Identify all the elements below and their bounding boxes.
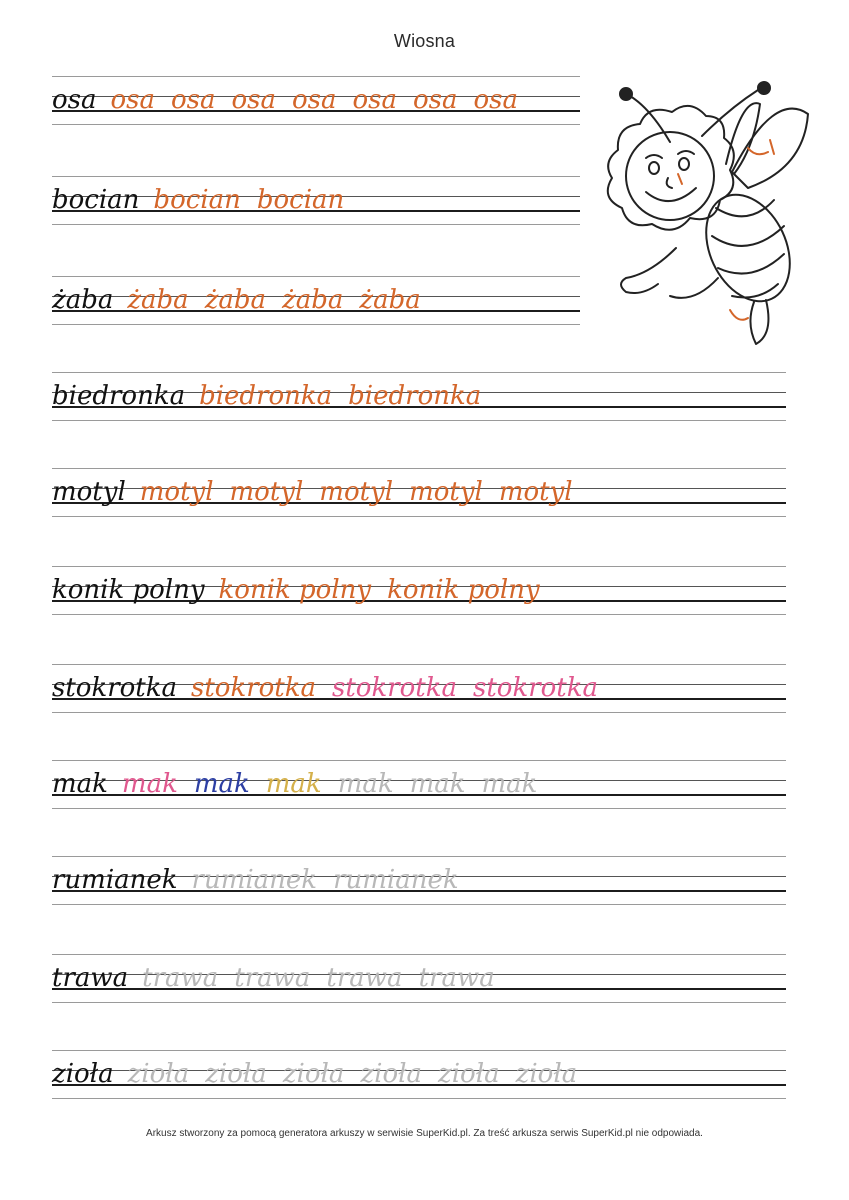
traced-word: osa (292, 85, 337, 115)
traced-word: motyl (409, 477, 483, 507)
traced-word: zioła (282, 1059, 345, 1089)
traced-word: żaba (127, 285, 189, 315)
traced-word: biedronka (348, 381, 482, 411)
writing-row-mak (52, 756, 786, 808)
traced-word: osa (171, 85, 216, 115)
model-word: trawa (52, 963, 129, 993)
writing-row-osa (52, 72, 580, 124)
footer-note: Arkusz stworzony za pomocą generatora arkuszy w serwisie SuperKid.pl. Za treść arkusza serwis SuperKid.pl nie odpowiada. (146, 1128, 703, 1139)
traced-word: zioła (360, 1059, 423, 1089)
model-word: biedronka (52, 381, 186, 411)
model-word: mak (52, 769, 108, 799)
traced-word: trawa (326, 963, 403, 993)
writing-row-bocian (52, 172, 580, 224)
traced-word: mak (193, 769, 250, 799)
traced-word: osa (473, 85, 518, 115)
traced-word: osa (231, 85, 276, 115)
traced-word: osa (110, 85, 155, 115)
traced-word: stokrotka (473, 673, 598, 703)
traced-word: rumianek (191, 865, 318, 895)
traced-word: bocian (153, 185, 241, 215)
traced-word: trawa (234, 963, 311, 993)
traced-word: rumianek (333, 865, 459, 895)
traced-word: zioła (515, 1059, 578, 1089)
traced-word: motyl (319, 477, 394, 507)
traced-word: mak (409, 769, 466, 799)
page-title: Wiosna (393, 31, 456, 51)
model-word: stokrotka (52, 673, 177, 703)
writing-row-biedronka (52, 368, 786, 420)
model-word: rumianek (52, 865, 178, 895)
writing-row-rumianek (52, 852, 786, 904)
traced-word: mak (121, 769, 178, 799)
writing-row-stokrotka (52, 660, 786, 712)
model-word: zioła (52, 1059, 114, 1089)
traced-word: żaba (282, 285, 344, 315)
traced-word: biedronka (199, 381, 333, 411)
model-word: konik polny (52, 575, 205, 605)
model-word: osa (52, 85, 97, 115)
traced-word: trawa (418, 963, 495, 993)
traced-word: konik polny (387, 575, 540, 605)
traced-word: osa (352, 85, 397, 115)
traced-word: żaba (204, 285, 267, 315)
traced-word: motyl (498, 477, 573, 507)
traced-word: bocian (256, 185, 345, 215)
traced-word: stokrotka (332, 673, 457, 703)
writing-row-trawa (52, 950, 786, 1002)
traced-word: zioła (205, 1059, 267, 1089)
writing-row-zaba (52, 272, 580, 324)
model-word: żaba (52, 285, 114, 315)
traced-word: zioła (127, 1059, 190, 1089)
writing-row-motyl (52, 464, 786, 516)
writing-row-konik-polny (52, 562, 786, 614)
traced-word: motyl (229, 477, 304, 507)
traced-word: trawa (142, 963, 219, 993)
traced-word: żaba (359, 285, 421, 315)
traced-word: motyl (139, 477, 214, 507)
traced-word: konik polny (218, 575, 372, 605)
traced-word: mak (265, 769, 322, 799)
writing-row-ziola (52, 1046, 786, 1098)
traced-word: zioła (438, 1059, 500, 1089)
traced-word: osa (413, 85, 458, 115)
traced-word: mak (337, 769, 394, 799)
model-word: motyl (52, 477, 126, 507)
traced-word: mak (481, 769, 538, 799)
model-word: bocian (52, 185, 140, 215)
bee-illustration (598, 78, 814, 350)
traced-word: stokrotka (191, 673, 316, 703)
